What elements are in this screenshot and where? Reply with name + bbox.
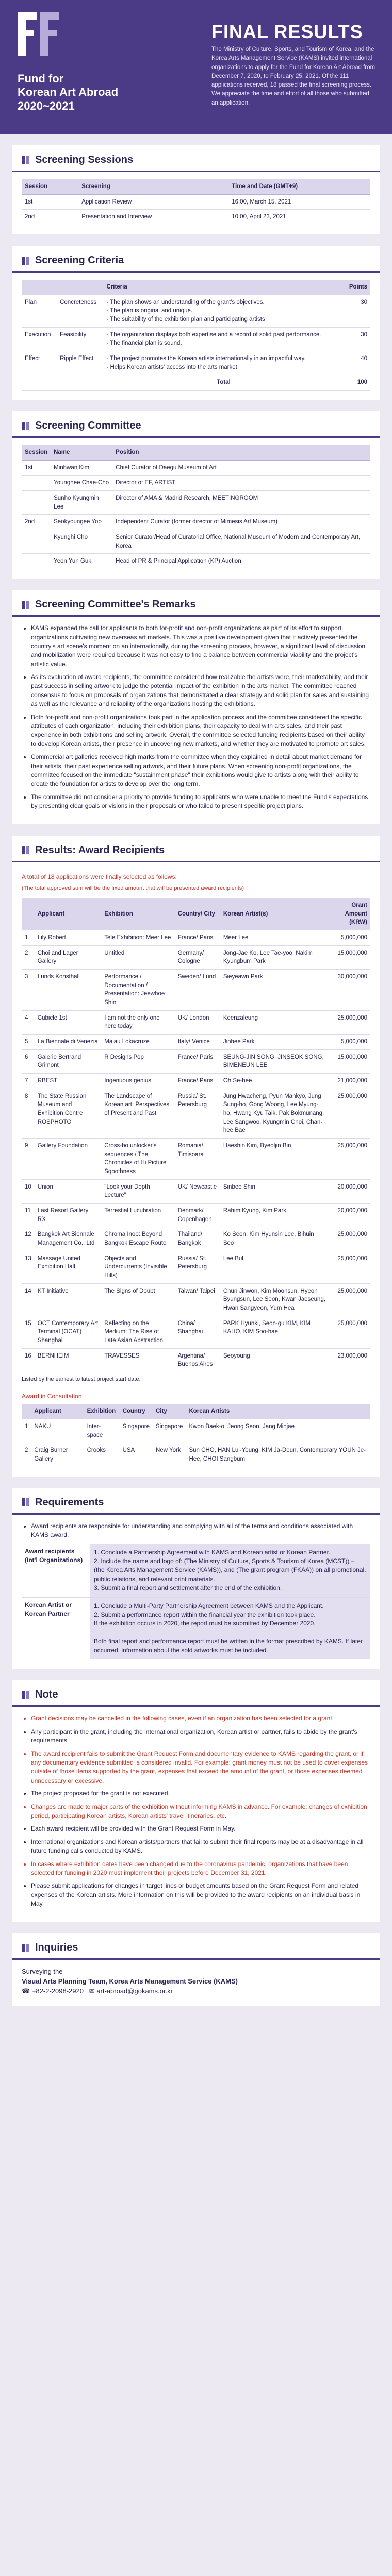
- table-cell: 30: [344, 295, 370, 327]
- table-row: [22, 194, 370, 210]
- nonfund-subhead: Award in Consultation: [22, 1393, 82, 1400]
- table-cell: Germany/ Cologne: [175, 945, 220, 969]
- table-cell: SEUNG-JIN SONG, JINSEOK SONG, BIMENEUN LEE: [220, 1049, 329, 1073]
- table-cell: Maiau Lokacruze: [101, 1034, 175, 1049]
- requirement-items: [90, 1597, 370, 1633]
- requirement-label: Award recipients (Int'l Organizations): [22, 1544, 90, 1597]
- table-cell: Chun Jinwon, Kim Moonsun, Hyeon Byungsun, Lee Seon, Kwan Jaeseung, Hwan Sangyeon, Yum Hea: [220, 1283, 329, 1316]
- requirement-item: 3. Submit a final report and settlement after the end of the exhibition.: [94, 1584, 282, 1592]
- table-header: Applicant: [31, 1404, 84, 1419]
- table-cell: Oh Se-hee: [220, 1073, 329, 1089]
- table-cell: 5,000,000: [329, 1034, 370, 1049]
- screening-criteria-header: [12, 246, 380, 271]
- table-cell: Lee Bul: [220, 1251, 329, 1283]
- list-item: • The committee did not consider a priority to provide funding to applicants who were unable to meet the Fund's expectations by presenting clear goals or visions in their proposals or who failed to present specific project plans.: [31, 793, 370, 811]
- requirements-body: [22, 1544, 370, 1659]
- table-row: [22, 515, 370, 530]
- results-subnote: (The total approved sum will be the fixed amount that will be presented award recipients): [22, 885, 244, 891]
- nonfund-table: [22, 1404, 370, 1467]
- table-cell: 12: [22, 1227, 35, 1251]
- list-item: • KAMS expanded the call for applicants to both for-profit and non-profit organizations as part of its effort to support organizations cultivating new overseas art markets. This was a positive development given that it actively presented the country's art scene's moment on an internationally, during the screening process, however, a significant level of discussion and mobilization were required because it was not easy to find a balance between commercial viability and the project's artistic value.: [31, 624, 370, 669]
- table-header: Grant Amount (KRW): [329, 898, 370, 930]
- table-row: [22, 1089, 370, 1138]
- table-row: [22, 530, 370, 554]
- requirement-item: Both final report and performance report must be written in the format prescribed by KAMS. If later occurred, information about the sold artworks must be included.: [94, 1637, 363, 1654]
- table-row: [22, 1348, 370, 1372]
- section-title: Inquiries: [35, 1942, 78, 1954]
- table-cell: 2nd: [22, 515, 51, 530]
- table-cell: Younghee Chae-Cho: [51, 476, 112, 491]
- table-cell: UK/ Newcastle: [175, 1179, 220, 1203]
- table-cell: 8: [22, 1089, 35, 1138]
- table-cell: 14: [22, 1283, 35, 1316]
- requirement-items: [90, 1544, 370, 1597]
- table-row: [22, 1597, 370, 1633]
- table-row: [22, 1633, 370, 1659]
- table-cell: 40: [344, 351, 370, 375]
- table-cell: Kwon Baek-o, Jeong Seon, Jang Minjae: [186, 1419, 370, 1443]
- fund-title-line1: Fund for: [18, 72, 64, 85]
- table-row: [22, 1443, 370, 1467]
- table-cell: Lunds Konsthall: [35, 969, 101, 1010]
- table-cell: Lily Robert: [35, 930, 101, 945]
- table-cell: Ko Seon, Kim Hyunsin Lee, Bihuin Seo: [220, 1227, 329, 1251]
- criteria-table: [22, 280, 370, 391]
- table-row: [22, 1179, 370, 1203]
- table-cell: 1: [22, 930, 35, 945]
- table-header: [22, 280, 57, 295]
- table-cell: 1st: [22, 194, 78, 210]
- note-list: [22, 1714, 370, 1908]
- table-cell: - The plan shows an understanding of the grant's objectives. - The plan is original and unique. - The suitability of the exhibition plan and participating artists: [103, 295, 344, 327]
- inquiries-header: [12, 1933, 380, 1958]
- table-cell: Cubicle 1st: [35, 1010, 101, 1034]
- screening-sessions-header: [12, 145, 380, 171]
- table-cell: Thailand/ Bangkok: [175, 1227, 220, 1251]
- inquiries-phone[interactable]: +82-2-2098-2920: [31, 1987, 84, 1995]
- table-cell: Objects and Undercurrents (Invisible Hills): [101, 1251, 175, 1283]
- table-cell: Last Resort Gallery RX: [35, 1204, 101, 1227]
- table-header: [22, 1404, 31, 1419]
- nonfund-body: [22, 1419, 370, 1467]
- table-cell: Rahim Kyung, Kim Park: [220, 1204, 329, 1227]
- table-row: [22, 1316, 370, 1348]
- list-item: • The project proposed for the grant is not executed.: [31, 1789, 370, 1798]
- table-cell: 7: [22, 1073, 35, 1089]
- table-header: Korean Artist(s): [220, 898, 329, 930]
- table-cell: 9: [22, 1138, 35, 1179]
- table-row: [22, 476, 370, 491]
- table-row: [22, 1419, 370, 1443]
- table-header: Criteria: [103, 280, 344, 295]
- table-header: Exhibition: [101, 898, 175, 930]
- table-row: [22, 1544, 370, 1597]
- list-item: • International organizations and Korean artists/partners that fail to submit their final reports may be at a disadvantage in all future funding calls conducted by KAMS.: [31, 1838, 370, 1856]
- table-row: [22, 351, 370, 375]
- section-title: Screening Committee: [35, 420, 141, 432]
- table-row: [22, 460, 370, 476]
- table-cell: Craig Burner Gallery: [31, 1443, 84, 1467]
- table-row: [22, 295, 370, 327]
- table-cell: [22, 476, 51, 491]
- table-cell: Jong-Jae Ko, Lee Tae-yoo, Nakim Kyungbum Park: [220, 945, 329, 969]
- table-cell: 11: [22, 1204, 35, 1227]
- table-cell: 6: [22, 1049, 35, 1073]
- remarks-list: [22, 624, 370, 810]
- table-cell: Yeon Yun Guk: [51, 554, 112, 569]
- table-cell: 15: [22, 1316, 35, 1348]
- table-header: Exhibition: [84, 1404, 120, 1419]
- table-cell: Singapore: [120, 1419, 153, 1443]
- requirements-header: [12, 1488, 380, 1513]
- table-cell: 25,000,000: [329, 1283, 370, 1316]
- screening-sessions-section: [12, 172, 380, 234]
- table-cell: 10:00, April 23, 2021: [228, 210, 370, 225]
- table-cell: BERNHEIM: [35, 1348, 101, 1372]
- requirement-label: Korean Artist or Korean Partner: [22, 1597, 90, 1633]
- table-row: [22, 1049, 370, 1073]
- table-row: [22, 210, 370, 225]
- table-cell: New York: [153, 1443, 186, 1467]
- table-cell: R Designs Pop: [101, 1049, 175, 1073]
- sessions-body: [22, 194, 370, 225]
- criteria-body: [22, 295, 370, 375]
- table-cell: Ripple Effect: [57, 351, 103, 375]
- table-cell: Jinhee Park: [220, 1034, 329, 1049]
- sessions-table: [22, 179, 370, 225]
- table-cell: The Signs of Doubt: [101, 1283, 175, 1316]
- table-header: Korean Artists: [186, 1404, 370, 1419]
- section-mark-icon: [22, 1498, 31, 1506]
- table-header: Country/ City: [175, 898, 220, 930]
- list-item: • The award recipient fails to submit the Grant Request Form and documentary evidence to KAMS regarding the grant, or if any documentary evidence submitted is considered invalid. For example: grant money must not be used to cover expenses outside of those items supported by the grant, expenses that exceed the amount of the grant, or those expenses deemed unnecessary or excessive.: [31, 1750, 370, 1786]
- table-header: [22, 898, 35, 930]
- table-cell: Senior Curator/Head of Curatorial Office, National Museum of Modern and Contemporary Art, Korea: [112, 530, 370, 554]
- table-header: Applicant: [35, 898, 101, 930]
- section-title: Requirements: [35, 1496, 104, 1508]
- table-cell: Sieyeawn Park: [220, 969, 329, 1010]
- list-item: • Grant decisions may be cancelled in the following cases, even if an organization has been selected for a grant.: [31, 1714, 370, 1723]
- table-cell: Inter-space: [84, 1419, 120, 1443]
- list-item: • In cases where exhibition dates have been changed due to the coronavirus pandemic, organizations that have been selected for funding in 2020 must implement their projects before December 31, 2021.: [31, 1860, 370, 1878]
- list-item: • Any participant in the grant, including the international organization, Korean artist or partner, fails to abide by the grant's requirements.: [31, 1727, 370, 1745]
- table-cell: 25,000,000: [329, 1316, 370, 1348]
- table-cell: 25,000,000: [329, 1089, 370, 1138]
- table-cell: Director of EF, ARTIST: [112, 476, 370, 491]
- table-cell: Reflecting on the Medium: The Rise of Late Asian Abstraction: [101, 1316, 175, 1348]
- hero-banner: [0, 0, 392, 134]
- table-cell: 5: [22, 1034, 35, 1049]
- requirement-item: 1. Conclude a Multi-Party Partnership Agreement between KAMS and the Applicant.: [94, 1602, 324, 1609]
- table-header: Name: [51, 445, 112, 460]
- section-mark-icon: [22, 156, 31, 164]
- table-cell: Galerie Bertrand Grimont: [35, 1049, 101, 1073]
- table-cell: 10: [22, 1179, 35, 1203]
- list-item: • Commercial art galleries received high marks from the committee when they explained in detail about market demand for their artists, their past experience selling artwork, and their future plans. When screening non-profit organizations, the committee focused on the immediate "sustainment phase" their exhibitions would give to artists along with their ability to create the foundation for artists to develop over the long term.: [31, 753, 370, 789]
- table-cell: 4: [22, 1010, 35, 1034]
- table-cell: 21,000,000: [329, 1073, 370, 1089]
- inquiries-team: Visual Arts Planning Team, Korea Arts Management Service (KAMS): [22, 1977, 238, 1986]
- total-points: 100: [344, 375, 370, 391]
- table-cell: Presentation and Interview: [78, 210, 228, 225]
- list-item: • As its evaluation of award recipients, the committee considered how realizable the artists were, their marketability, and their past success in selling artwork to judge the potential impact of the exhibition in the arts market. The committee reached consensus to focus on proposals of organizations that demonstrated a clear strategy and solid plan for sales and sustaining as well as the relevance and reliability of the organizations hosting the exhibitions.: [31, 673, 370, 709]
- remarks-section: [12, 617, 380, 824]
- requirement-item: 2. Submit a performance report within the financial year the exhibition took place.: [94, 1611, 316, 1618]
- table-cell: Haeshin Kim, Byeoljin Bin: [220, 1138, 329, 1179]
- table-cell: 30,000,000: [329, 969, 370, 1010]
- requirements-table: [22, 1544, 370, 1660]
- table-cell: Effect: [22, 351, 57, 375]
- table-header: Country: [120, 1404, 153, 1419]
- phone-icon: ☎: [22, 1987, 30, 1995]
- section-title: Results: Award Recipients: [35, 844, 165, 856]
- table-cell: Application Review: [78, 194, 228, 210]
- table-header: City: [153, 1404, 186, 1419]
- screening-committee-header: [12, 411, 380, 436]
- table-cell: Independent Curator (former director of Mimesis Art Museum): [112, 515, 370, 530]
- table-cell: Seoyoung: [220, 1348, 329, 1372]
- section-mark-icon: [22, 601, 31, 609]
- table-cell: Chief Curator of Daegu Museum of Art: [112, 460, 370, 476]
- remarks-header: [12, 590, 380, 615]
- section-mark-icon: [22, 846, 31, 854]
- requirements-section: [12, 1515, 380, 1669]
- results-header: [12, 836, 380, 861]
- section-title: Screening Committee's Remarks: [35, 599, 196, 611]
- table-row: [22, 1204, 370, 1227]
- table-cell: OCT Contemporary Art Terminal (OCAT) Shanghai: [35, 1316, 101, 1348]
- table-cell: - The project promotes the Korean artists internationally in an impactful way. - Helps Korean artists' access into the arts market.: [103, 351, 344, 375]
- table-cell: Plan: [22, 295, 57, 327]
- requirement-item: 2. Include the name and logo of: (The Ministry of Culture, Sports & Tourism of Korea (MCST)) – (the Korea Arts Management Service (KAMS)), and (The grant program (FKAA)) on all promotional, public relations, and relevant print materials.: [94, 1557, 366, 1583]
- requirement-label: [22, 1633, 90, 1659]
- table-header: Points: [344, 280, 370, 295]
- table-cell: Argentina/ Buenos Aires: [175, 1348, 220, 1372]
- table-cell: Performance / Documentation / Presentation: Jeewhoe Shin: [101, 969, 175, 1010]
- table-cell: Union: [35, 1179, 101, 1203]
- table-cell: NAKU: [31, 1419, 84, 1443]
- table-cell: France/ Paris: [175, 1049, 220, 1073]
- fund-title-years: 2020~2021: [18, 99, 75, 112]
- table-cell: 13: [22, 1251, 35, 1283]
- table-cell: The Landscape of Korean art: Perspectives of Present and Past: [101, 1089, 175, 1138]
- table-cell: 25,000,000: [329, 1227, 370, 1251]
- table-cell: RBEST: [35, 1073, 101, 1089]
- table-cell: Head of PR & Principal Application (KP) Auction: [112, 554, 370, 569]
- table-cell: 2nd: [22, 210, 78, 225]
- section-title: Screening Sessions: [35, 154, 134, 165]
- inquiries-line1: Surveying the: [22, 1968, 63, 1976]
- fkaa-logo: [18, 12, 59, 56]
- table-header: Screening: [78, 179, 228, 194]
- intro-text: The Ministry of Culture, Sports, and Tourism of Korea, and the Korea Arts Management Service (KAMS) invited international organizations to apply for the Fund for Korean Art Abroad from December 7, 2020, to February 25, 2021. Of the 111 applications received, 18 passed the final screening process. We appreciate the time and effort of all those who submitted an application.: [211, 46, 375, 106]
- table-cell: Sinbee Shin: [220, 1179, 329, 1203]
- table-cell: Minhwan Kim: [51, 460, 112, 476]
- fund-title: [18, 72, 118, 113]
- table-row: [22, 969, 370, 1010]
- table-row: [22, 1073, 370, 1089]
- table-header: Time and Date (GMT+9): [228, 179, 370, 194]
- table-row: [22, 1138, 370, 1179]
- table-cell: Choi and Lager Gallery: [35, 945, 101, 969]
- table-row: [22, 1251, 370, 1283]
- table-cell: Sun CHO, HAN Lui-Young, KIM Ja-Deun, Contemporary YOUN Je-Hee, CHOI Sangbum: [186, 1443, 370, 1467]
- inquiries-section: [12, 1960, 380, 2006]
- table-cell: Terrestial Lucubration: [101, 1204, 175, 1227]
- table-cell: KT Initiative: [35, 1283, 101, 1316]
- table-cell: [22, 530, 51, 554]
- inquiries-email[interactable]: art-abroad@gokams.or.kr: [96, 1987, 173, 1995]
- section-mark-icon: [22, 257, 31, 265]
- table-header: Position: [112, 445, 370, 460]
- table-cell: France/ Paris: [175, 1073, 220, 1089]
- requirement-item: If the exhibition occurs in 2020, the report must be submitted by December 2020.: [94, 1620, 316, 1628]
- requirement-items: [90, 1633, 370, 1659]
- table-cell: 2: [22, 1443, 31, 1467]
- table-cell: 25,000,000: [329, 1138, 370, 1179]
- table-cell: 23,000,000: [329, 1348, 370, 1372]
- section-title: Screening Criteria: [35, 255, 124, 266]
- list-item: • Changes are made to major parts of the exhibition without informing KAMS in advance. For example: changes of exhibition period, participating Korean artists, Korean artists' travel itineraries, etc.: [31, 1803, 370, 1821]
- table-cell: Romania/ Timisoara: [175, 1138, 220, 1179]
- table-cell: TRAVESSES: [101, 1348, 175, 1372]
- table-cell: 16: [22, 1348, 35, 1372]
- section-mark-icon: [22, 422, 31, 430]
- table-cell: Jung Hwacheng, Pyun Mankyo, Jung Sung-ho, Gong Woong, Lee Myung-ho, Hwang Kyu Taik, Pak Bokmunang, Lee Sangwoo, Kyungmin Choi, Chan-hee Bae: [220, 1089, 329, 1138]
- table-row: [22, 491, 370, 515]
- table-cell: Ingenuous genius: [101, 1073, 175, 1089]
- table-cell: Feasibility: [57, 327, 103, 351]
- table-cell: Russia/ St. Petersburg: [175, 1089, 220, 1138]
- results-subhead: A total of 18 applications were finally selected as follows:: [22, 873, 177, 880]
- table-cell: 20,000,000: [329, 1179, 370, 1203]
- table-cell: 1st: [22, 460, 51, 476]
- table-cell: Sweden/ Lund: [175, 969, 220, 1010]
- table-cell: La Biennale di Venezia: [35, 1034, 101, 1049]
- table-cell: Meer Lee: [220, 930, 329, 945]
- table-cell: Cross-bo unlocker's sequences / The Chronicles of Hi Picture Sqoothness: [101, 1138, 175, 1179]
- section-mark-icon: [22, 1691, 31, 1699]
- table-cell: 2: [22, 945, 35, 969]
- screening-committee-section: [12, 438, 380, 579]
- committee-table: [22, 445, 370, 569]
- table-cell: Execution: [22, 327, 57, 351]
- table-header: Session: [22, 179, 78, 194]
- table-row: [22, 1034, 370, 1049]
- table-cell: Kyunghi Cho: [51, 530, 112, 554]
- table-cell: I am not the only one here today: [101, 1010, 175, 1034]
- table-cell: 20,000,000: [329, 1204, 370, 1227]
- results-section: [12, 862, 380, 1477]
- requirements-intro: • Award recipients are responsible for understanding and complying with all of the terms and conditions associated with KAMS award.: [31, 1522, 370, 1540]
- results-list-note: Listed by the earliest to latest project start date.: [22, 1376, 141, 1383]
- list-item: • Both for-profit and non-profit organizations took part in the application process and the committee considered the specific attributes of each organization, including their exhibition plans, their capacity to deal with arts sales, and their past experience in both exhibitions and selling artwork. Overall, the committee selected funding recipients based on their ability to develop Korean artists, their presence in uncovering new markets, and whether they are motivated to promote art sales.: [31, 713, 370, 749]
- section-mark-icon: [22, 1944, 31, 1952]
- list-item: • Please submit applications for changes in target lines or budget amounts based on the Grant Request Form and related expenses of the Korean artists. More information on this will be provided to the award recipients on an individual basis in May.: [31, 1882, 370, 1908]
- table-cell: Seokyoungee Yoo: [51, 515, 112, 530]
- table-row: [22, 1227, 370, 1251]
- table-header: [57, 280, 103, 295]
- committee-body: [22, 460, 370, 569]
- note-section: [12, 1707, 380, 1922]
- table-cell: Massage United Exhibition Hall: [35, 1251, 101, 1283]
- table-row: [22, 930, 370, 945]
- table-cell: Singapore: [153, 1419, 186, 1443]
- table-cell: USA: [120, 1443, 153, 1467]
- table-cell: 15,000,000: [329, 1049, 370, 1073]
- table-cell: France/ Paris: [175, 930, 220, 945]
- note-header: [12, 1680, 380, 1705]
- table-cell: Gallery Foundation: [35, 1138, 101, 1179]
- table-header: Session: [22, 445, 51, 460]
- table-cell: Russia/ St. Petersburg: [175, 1251, 220, 1283]
- table-row: [22, 554, 370, 569]
- table-cell: Italy/ Venice: [175, 1034, 220, 1049]
- table-cell: Director of AMA & Madrid Research, MEETINGROOM: [112, 491, 370, 515]
- fund-title-line2: Korean Art Abroad: [18, 86, 119, 99]
- table-cell: Taiwan/ Taipei: [175, 1283, 220, 1316]
- table-cell: PARK Hyunki, Seon-gu KIM, KIM KAHO, KIM Soo-hae: [220, 1316, 329, 1348]
- requirement-item: 1. Conclude a Partnership Agreement with KAMS and Korean artist or Korean Partner.: [94, 1548, 331, 1556]
- table-row: [22, 327, 370, 351]
- table-cell: China/ Shanghai: [175, 1316, 220, 1348]
- table-cell: Tele Exhibition: Meer Lee: [101, 930, 175, 945]
- table-row: [22, 1010, 370, 1034]
- table-cell: Bangkok Art Biennale Management Co., Ltd: [35, 1227, 101, 1251]
- table-cell: Untitled: [101, 945, 175, 969]
- table-cell: UK/ London: [175, 1010, 220, 1034]
- table-cell: 30: [344, 327, 370, 351]
- table-cell: [22, 554, 51, 569]
- screening-criteria-section: [12, 273, 380, 400]
- table-cell: 1: [22, 1419, 31, 1443]
- results-table: [22, 898, 370, 1372]
- table-cell: Chroma Inoo: Beyond Bangkok Escape Route: [101, 1227, 175, 1251]
- table-cell: 3: [22, 969, 35, 1010]
- table-row: [22, 1283, 370, 1316]
- table-cell: Denmark/ Copenhagen: [175, 1204, 220, 1227]
- table-cell: Crooks: [84, 1443, 120, 1467]
- table-cell: 5,000,000: [329, 930, 370, 945]
- table-cell: Keenzaleung: [220, 1010, 329, 1034]
- page-title: FINAL RESULTS: [211, 21, 363, 42]
- table-cell: 15,000,000: [329, 945, 370, 969]
- list-item: • Each award recipient will be provided with the Grant Request Form in May.: [31, 1824, 370, 1833]
- table-cell: 16:00, March 15, 2021: [228, 194, 370, 210]
- section-title: Note: [35, 1689, 58, 1701]
- table-cell: "Look your Depth Lecture": [101, 1179, 175, 1203]
- table-cell: 25,000,000: [329, 1010, 370, 1034]
- table-cell: [22, 491, 51, 515]
- table-cell: Sunho Kyungmin Lee: [51, 491, 112, 515]
- table-cell: - The organization displays both expertise and a record of solid past performance. - The financial plan is sound.: [103, 327, 344, 351]
- table-row: [22, 945, 370, 969]
- table-cell: Concreteness: [57, 295, 103, 327]
- total-label: Total: [103, 375, 344, 391]
- table-cell: 25,000,000: [329, 1251, 370, 1283]
- table-cell: The State Russian Museum and Exhibition Centre ROSPHOTO: [35, 1089, 101, 1138]
- email-icon: ✉: [89, 1987, 95, 1995]
- results-body: [22, 930, 370, 1372]
